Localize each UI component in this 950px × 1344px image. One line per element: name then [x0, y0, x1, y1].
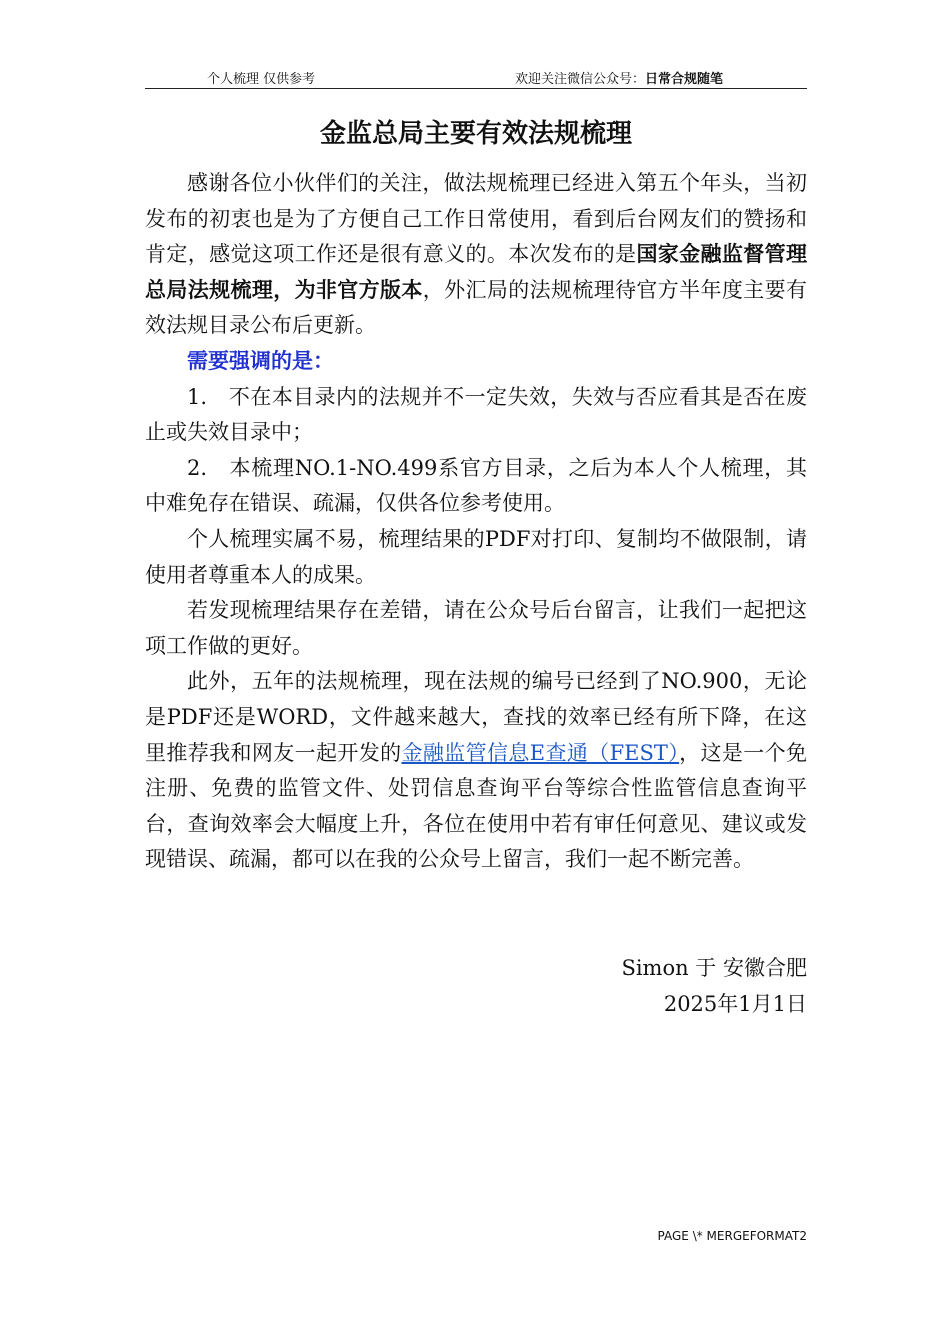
fest-text-2: ，这是一个免注册、免费的监管文件、处罚信息查询平台等综合性监管信息查询平台，查询效率会大幅度上升，各位在使用中若有审任何意见、建议或发现错误、疏漏，都可以在我的公众号上留言，我们一起不断完善。	[145, 740, 807, 872]
emphasis-text: 需要强调的是：	[187, 348, 334, 373]
intro-bold-text: 国家金融监督管理总局法规梳理，为非官方版本	[145, 242, 808, 302]
fest-text-1: 此外，五年的法规梳理，现在法规的编号已经到了NO.900，无论是PDF还是WORD，文件越来越大，查找的效率已经有所下降，在这里推荐我和网友一起开发的	[145, 669, 807, 765]
copyright-paragraph: 个人梳理实属不易，梳理结果的PDF对打印、复制均不做限制，请使用者尊重本人的成果。	[145, 526, 807, 587]
document-title: 金监总局主要有效法规梳理	[319, 119, 632, 149]
document-body	[145, 166, 807, 878]
fest-link[interactable]: 金融监管信息E查通（FEST）	[401, 740, 680, 765]
intro-paragraph	[145, 166, 807, 344]
page-footer: PAGE \* MERGEFORMAT2	[657, 1229, 807, 1243]
signature-date: 2025年1月1日	[663, 992, 807, 1016]
page-header	[145, 66, 807, 89]
header-right-text	[515, 68, 723, 87]
emphasis-heading	[145, 344, 807, 380]
feedback-paragraph: 若发现梳理结果存在差错，请在公众号后台留言，让我们一起把这项工作做的更好。	[145, 598, 807, 658]
intro-text-2: ，外汇局的法规梳理待官方半年度主要有效法规目录公布后更新。	[145, 277, 807, 338]
list-item-2: 2. 本梳理NO.1-NO.499系官方目录，之后为本人个人梳理，其中难免存在错误、疏漏，仅供各位参考使用。	[145, 455, 807, 516]
header-right-prefix: 欢迎关注微信公众号：	[515, 72, 646, 87]
list-item-1: 1. 不在本目录内的法规并不一定失效，失效与否应看其是否在废止或失效目录中；	[145, 384, 807, 445]
header-account-name: 日常合规随笔	[645, 72, 724, 87]
fest-paragraph	[145, 664, 807, 878]
intro-text-1: 感谢各位小伙伴们的关注，做法规梳理已经进入第五个年头，当初发布的初衷也是为了方便自己工作日常使用，看到后台网友们的赞扬和肯定，感觉这项工作还是很有意义的。本次发布的是	[145, 171, 807, 267]
header-left-text: 个人梳理 仅供参考	[207, 72, 316, 87]
signature-author: Simon 于 安徽合肥	[621, 956, 807, 980]
